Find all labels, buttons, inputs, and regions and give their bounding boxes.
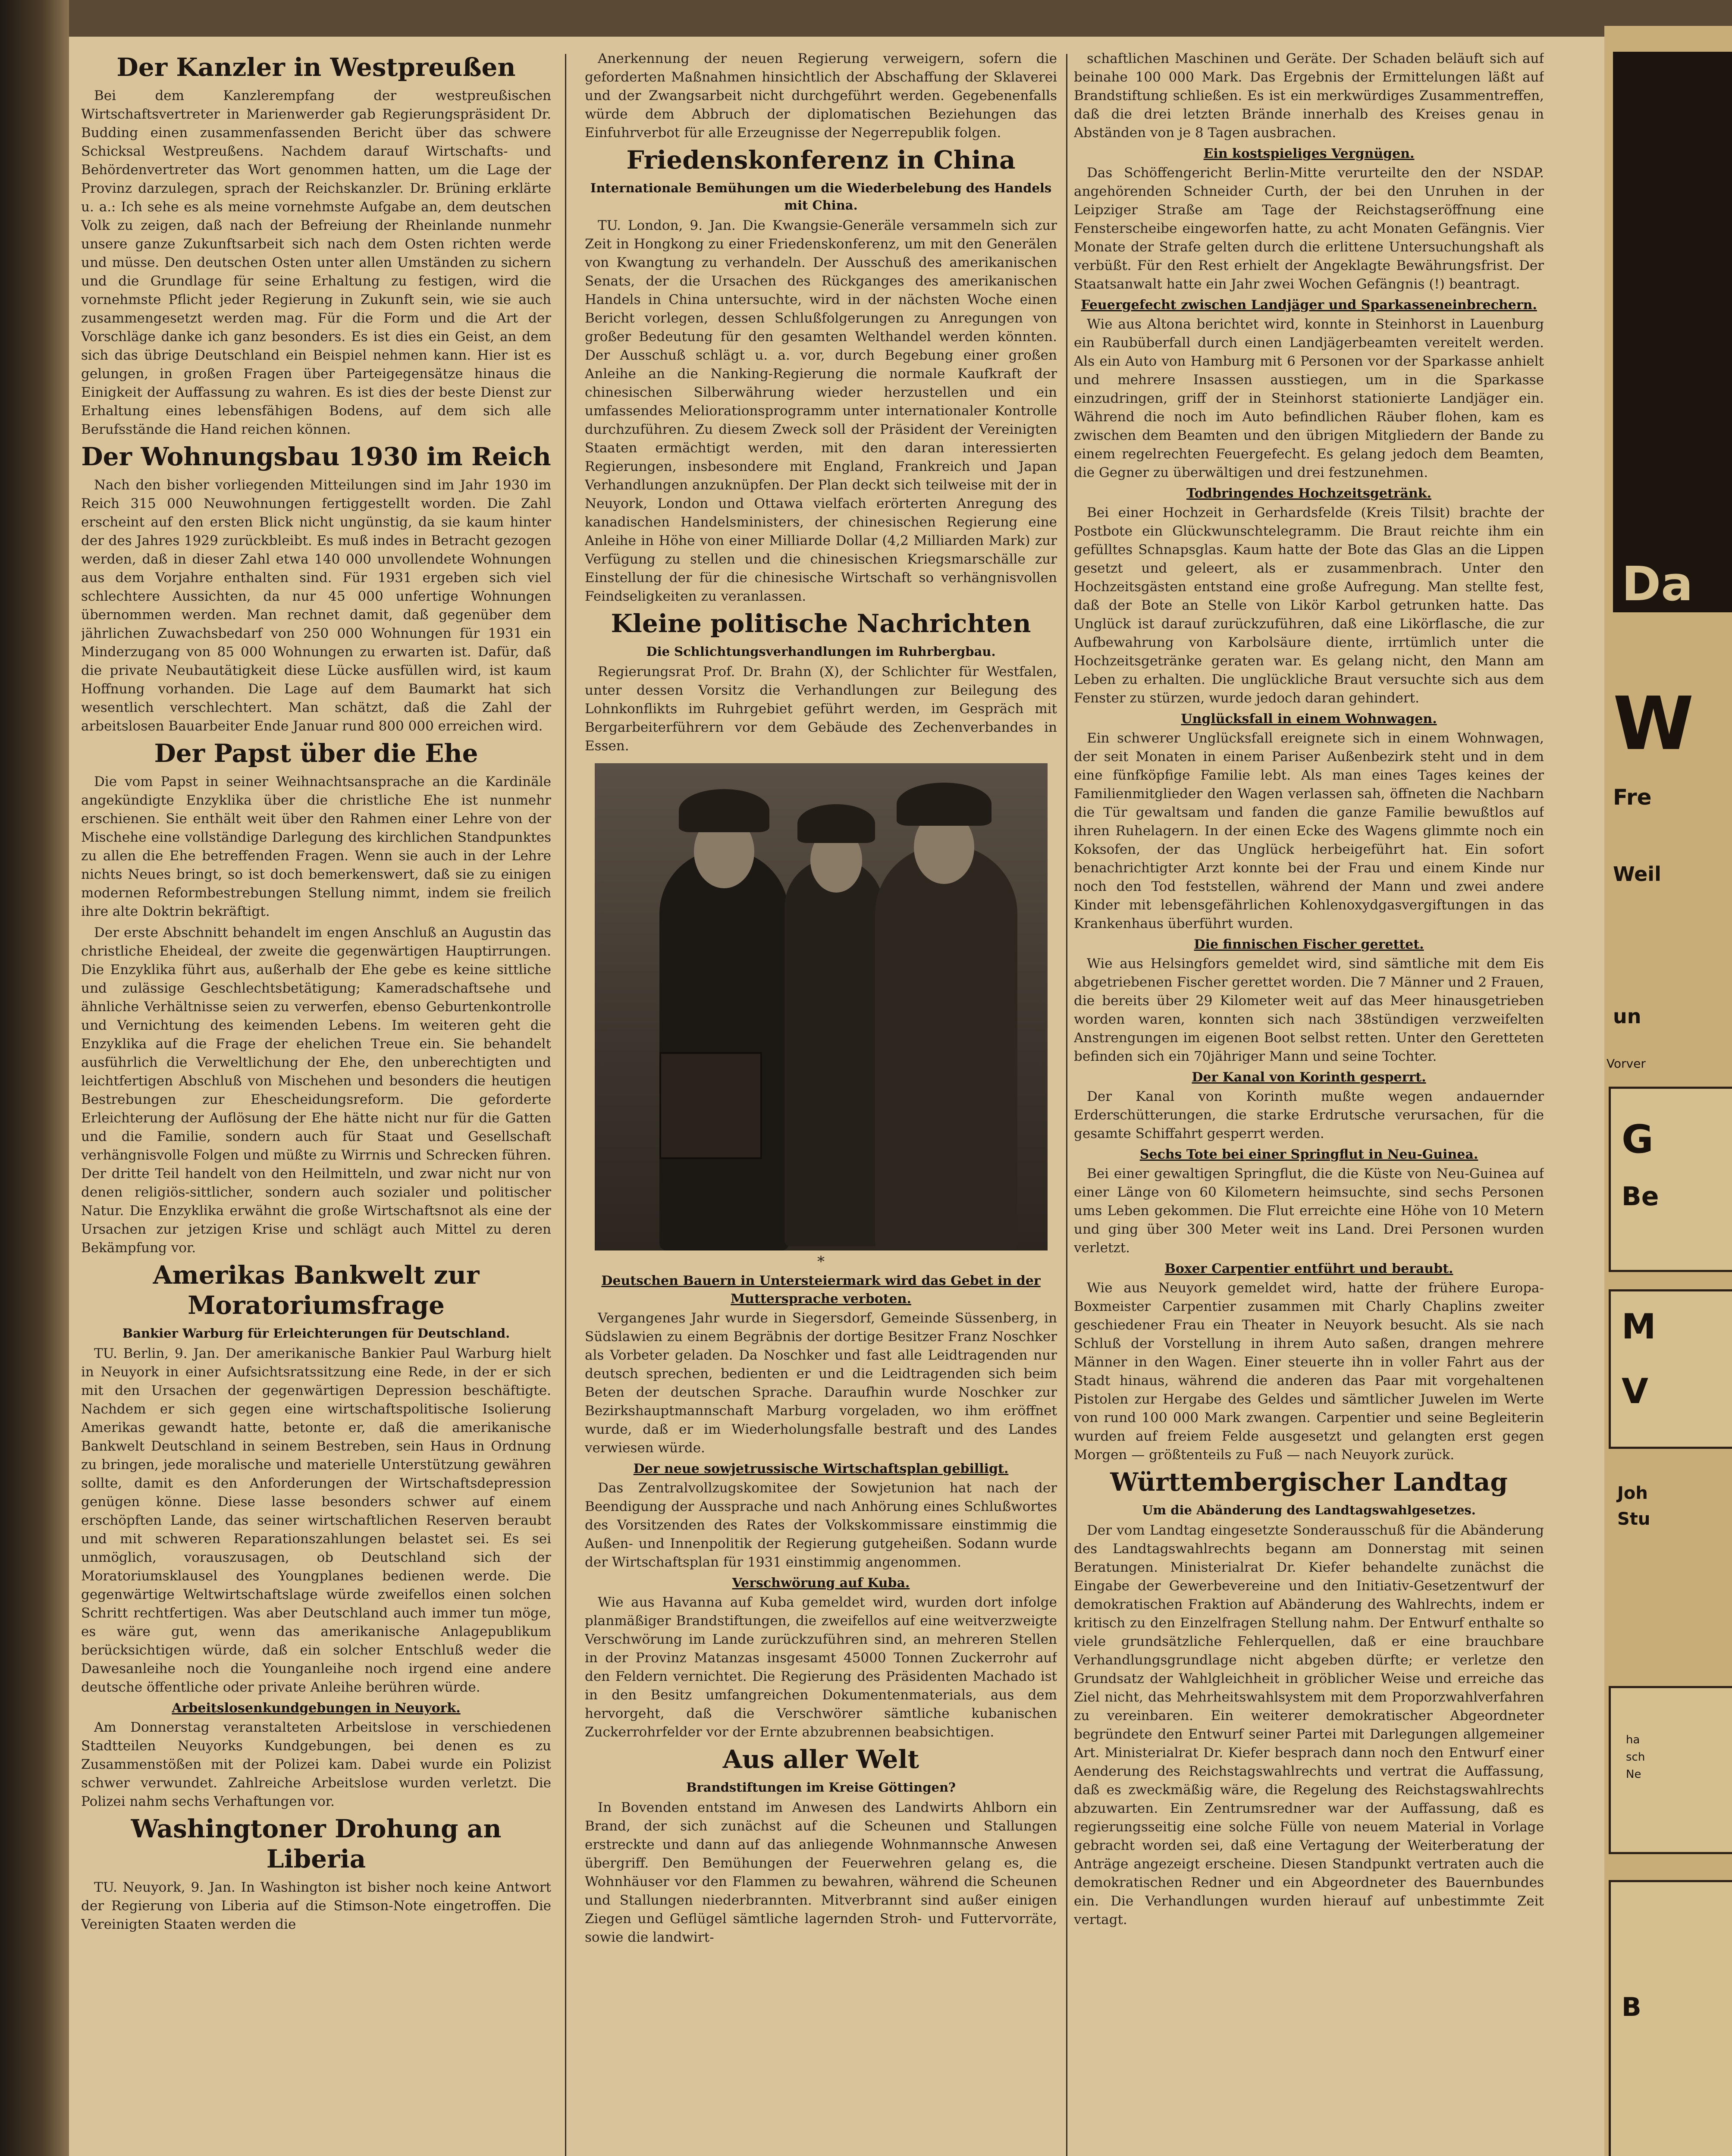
article-brandstiftungen-continued: schaftlichen Maschinen und Geräte. Der Schaden beläuft sich auf beinahe 100 000 Mark. Das Ergebnis der Ermittelungen läßt auf Brandstiftung schließen. Es ist ein merkwürdiges Zusammentreffen, daß die drei letzten Brände innerhalb des Kreises genau in Abständen von je 8 Tagen ausbrachen.: [1074, 51, 1544, 141]
ad-fragment: Be: [1622, 1181, 1659, 1212]
ad-fragment: W: [1613, 681, 1694, 767]
article-liberia: TU. Neuyork, 9. Jan. In Washington ist bisher noch keine Antwort der Regierung von Liberia auf die Stimson-Note eingetroffen. Die Vereinigten Staaten werden die: [81, 1880, 551, 1932]
headline-china: Friedenskonferenz in China: [626, 145, 1016, 175]
headline-landtag: Württembergischer Landtag: [1110, 1467, 1508, 1497]
headline-kleine-nachrichten: Kleine politische Nachrichten: [611, 609, 1031, 638]
headline-boxer: Boxer Carpentier entführt und beraubt.: [1164, 1261, 1453, 1276]
headline-bauern: Deutschen Bauern in Untersteiermark wird das Gebet in der Muttersprache verboten.: [601, 1273, 1041, 1307]
article-fischer: Wie aus Helsingfors gemeldet wird, sind sämtliche mit dem Eis abgetriebenen Fischer gerettet worden. Die 7 Männer und 2 Frauen, die bereits über 29 Kilometer weit auf das Meer hinausgetrieben worden waren, konnten sich nach 38stündigen verzweifelten Anstrengungen im eigenen Boot selbst retten. Unter den Geretteten befinden sich ein 70jähriger Mann und seine Tochter.: [1074, 956, 1544, 1064]
headline-kuba: Verschwörung auf Kuba.: [732, 1576, 910, 1591]
article-guinea: Bei einer gewaltigen Springflut, die die Küste von Neu-Guinea auf einer Länge von 60 Kilometern heimsuchte, sind sechs Personen ums Leben gekommen. Die Flut erreichte eine Höhe von 10 Metern und ging über 300 Meter weit ins Land. Drei Personen wurden verletzt.: [1074, 1166, 1544, 1256]
article-kostspielig: Das Schöffengericht Berlin-Mitte verurteilte den der NSDAP. angehörenden Schneider Curth, der bei den Unruhen in der Leipziger Straße am Tage der Reichstagseröffnung eine Fensterscheibe eingeworfen hatte, zu acht Monaten Gefängnis. Vier Monate der Strafe gelten durch die erlittene Untersuchungshaft als verbüßt. Für den Rest erhielt der Angeklagte Bewährungsfrist. Der Staatsanwalt hatte ein Jahr zwei Wochen Gefängnis (!) beantragt.: [1074, 165, 1544, 292]
headline-liberia: Washingtoner Drohung an Liberia: [131, 1814, 502, 1874]
photo-man-right: [875, 845, 1017, 1250]
ad-large-letter: [1613, 52, 1732, 612]
headline-amerikas: Amerikas Bankwelt zur Moratoriumsfrage: [153, 1260, 480, 1320]
headline-korinth: Der Kanal von Korinth gesperrt.: [1192, 1070, 1426, 1085]
article-liberia-continued: Anerkennung der neuen Regierung verweigern, sofern die geforderten Maßnahmen hinsichtlich der Abschaffung der Sklaverei und der Zwangsarbeit nicht durchgeführt werden. Gegebenenfalls würde dem Abbruch der diplomatischen Beziehungen das Einfuhrverbot für alle Erzeugnisse der Negerrepublik folgen.: [585, 51, 1057, 141]
book-binding: [0, 0, 69, 2156]
photo-hat: [797, 804, 875, 843]
headline-sowjet: Der neue sowjetrussische Wirtschaftsplan gebilligt.: [633, 1461, 1009, 1476]
article-kanzler: Bei dem Kanzlerempfang der westpreußischen Wirtschaftsvertreter in Marienwerder gab Regierungspräsident Dr. Budding einen zusammenfassenden Bericht über das schwere Schicksal Westpreußens. Nachdem darauf Wirtschafts- und Behördenvertreter das Wort genommen hatten, um die Lage der Provinz darzulegen, sprach der Reichskanzler. Dr. Brüning erklärte u. a.: Ich sehe es als meine vornehmste Aufgabe an, dem deutschen Volk zu zeigen, daß nach der Befreiung der Rheinlande nunmehr unsere ganze Zukunftsarbeit sich nach dem Osten richten werde und müsse. Den deutschen Osten unter allen Umständen zu sichern und die Grundlage für seine Erhaltung zu festigen, wird die vornehmste Pflicht jeder Regierung in Zukunft sein, wie sie auch zusammengesetzt werden mag. Für die Form und die Art der Vorschläge danke ich ganz besonders. Es ist dies ein Geist, an dem sich das übrige Deutschland ein Beispiel nehmen kann. Hier ist es gelungen, in großen Fragen über Parteigegensätze hinaus die Einigkeit der Auffassung zu wahren. Es ist dies der beste Dienst zur Erhaltung eines lebensfähigen Bodens, auf dem sich alle Berufsstände die Hand reichen können.: [81, 88, 551, 437]
separator-star: *: [817, 1253, 825, 1270]
article-amerikas: TU. Berlin, 9. Jan. Der amerikanische Bankier Paul Warburg hielt in Neuyork in einer Aufsichtsratssitzung eine Rede, in der er sich mit den Ursachen der gegenwärtigen Depression beschäftigte. Nachdem er sich gegen eine wirtschaftspolitische Isolierung Amerikas gewandt hatte, betonte er, daß die amerikanische Bankwelt Deutschland in seinem Bestreben, sein Haus in Ordnung zu bringen, jede moralische und materielle Unterstützung gewähren sollte, damit es den Anforderungen der Wirtschaftsdepression genügen könne. Diese lasse besonders schwer auf einem erschöpften Lande, das seiner wirtschaftlichen Reserven beraubt und mit schweren Reparationszahlungen belastet sei. Es sei unmöglich, vorauszusagen, ob Deutschland sich der Moratoriumsklausel des Youngplanes bedienen werde. Die gegenwärtige Weltwirtschaftslage würde zweifellos einen solchen Schritt rechtfertigen. Was aber Deutschland auch immer tun möge, es wäre gut, wenn das amerikanische Anlagepublikum berücksichtigen würde, daß ein solcher Entschluß weder die Dawesanleihe noch die Younganleihe noch irgend eine andere deutsche öffentliche oder private Anleihe berühren würde.: [81, 1346, 551, 1695]
article-landtag: Der vom Landtag eingesetzte Sonderausschuß für die Abänderung des Landtagswahlrechts begann am Donnerstag mit seinen Beratungen. Ministerialrat Dr. Kiefer behandelte zunächst die Eingabe der Gewerbevereine und den Initiativ-Gesetzentwurf der demokratischen Fraktion auf Abänderung des Wahlrechts, indem er kritisch zu den Einzelfragen Stellung nahm. Der Entwurf enthalte so viele grundsätzliche Fehlerquellen, daß er eine brauchbare Verhandlungsgrundlage nicht abgeben dürfte; er verletze den Grundsatz der Wahlgleichheit in gröblicher Weise und erreiche das Ziel nicht, das Mehrheitswahlsystem mit dem Proporzwahlverfahren zu vereinbaren. Ein weiterer demokratischer Abgeordneter begründete den Entwurf seiner Partei mit Darlegungen allgemeiner Art. Ministerialrat Dr. Kiefer besprach dann noch den Entwurf einer Aenderung des Reichstagswahlrechts und vertrat die Auffassung, daß es zweckmäßig wäre, die Regelung des Reichstagswahlrechts abzuwarten. Ein Zentrumsredner war der Auffassung, daß es regierungsseitig eine solche Fülle von neuem Material in Vorlage gebracht worden sei, daß eine Vertagung der Weiterberatung der Anträge angezeigt erscheine. Diesen Standpunkt vertraten auch die demokratischen Redner und ein Abgeordneter des Bauernbundes ein. Die Verhandlungen wurden hierauf auf unbestimmte Zeit vertagt.: [1074, 1523, 1544, 1927]
article-kuba: Wie aus Havanna auf Kuba gemeldet wird, wurden dort infolge planmäßiger Brandstiftungen, die zweifellos auf eine weitverzweigte Verschwörung im Lande zurückzuführen sind, an mehreren Stellen in der Provinz Matanzas insgesamt 45000 Tonnen Zuckerrohr auf den Feldern vernichtet. Die Regierung des Präsidenten Machado ist in den Besitz umfangreichen Dokumentenmaterials, aus dem hervorgeht, daß die Verschwörer sämtliche kubanischen Zuckerrohrfelder vor der Ernte abzubrennen beabsichtigen.: [585, 1595, 1057, 1740]
photo-caption: Regierungsrat Prof. Dr. Brahn (X), der Schlichter für Westfalen, unter dessen Vorsitz die Verhandlungen zur Beilegung des Lohnkonflikts im Ruhrgebiet geführt werden, im Gespräch mit Bergarbeiterführern vor dem Gebäude des Zechenverbandes in Essen.: [585, 664, 1057, 754]
article-papst-2: Der erste Abschnitt behandelt im engen Anschluß an Augustin das christliche Eheideal, der zweite die gegenwärtigen Hauptirrungen. Die Enzyklika führt aus, außerhalb der Ehe gebe es keine sittliche und zulässige Geschlechtsbetätigung; Kameradschaftsehe und ähnliche Verhältnisse seien zu verwerfen, ebenso Geburtenkontrolle und Vernichtung des keimenden Lebens. Im weiteren geht die Enzyklika auf die Frage der ehelichen Treue ein. Sie behandelt ausführlich die Verweltlichung der Ehe, den unberechtigten und leichtfertigen Abschluß von Mischehen und besonders die heutigen Bestrebungen zur Ehescheidungsreform. Die geforderte Erleichterung der Auflösung der Ehe hätte nicht nur für die Gatten und die Familie, sondern auch für Staat und Gesellschaft verhängnisvolle Folgen und müßte zu Wirrnis und Schrecken führen. Der dritte Teil handelt von den Heilmitteln, und zwar nicht nur von denen religiös-sittlicher, sondern auch sozialer und politischer Natur. Die Enzyklika erwähnt die große Wirtschaftsnot als eine der Ursachen zur jetzigen Krise und schlägt auch Mittel zu deren Bekämpfung vor.: [81, 925, 551, 1256]
photo-briefcase: [659, 1052, 762, 1159]
article-wohnungsbau: Nach den bisher vorliegenden Mitteilungen sind im Jahr 1930 im Reich 315 000 Neuwohnungen fertiggestellt worden. Die Zahl erscheint auf den ersten Blick nicht ungünstig, da sie kaum hinter der des Jahres 1929 zurückbleibt. Es muß indes in Betracht gezogen werden, daß in dieser Zahl etwa 140 000 unvollendete Wohnungen aus dem Vorjahre enthalten sind. Für 1931 ergeben sich viel schlechtere Aussichten, da nur 45 000 unfertige Wohnungen übernommen werden. Man rechnet damit, daß gegenüber dem jährlichen Zuwachsbedarf von 250 000 Wohnungen für 1931 ein Minderzugang von 85 000 Wohnungen zu erwarten ist. Dafür, daß die private Neubautätigkeit diese Lücke ausfüllen wird, ist kaum Hoffnung vorhanden. Die Lage auf dem Baumarkt hat sich wesentlich verschlechtert. Man schätzt, daß die Zahl der arbeitslosen Bauarbeiter Ende Januar rund 800 000 erreichen wird.: [81, 477, 551, 734]
ad-fragment: ha: [1626, 1733, 1640, 1746]
subhead-brandstiftungen: Brandstiftungen im Kreise Göttingen?: [686, 1780, 956, 1795]
headline-kostspielig: Ein kostspieliges Vergnügen.: [1203, 146, 1415, 161]
column-rule: [565, 54, 566, 2156]
ad-fragment: V: [1622, 1371, 1648, 1411]
article-china: TU. London, 9. Jan. Die Kwangsie-Generäle versammeln sich zur Zeit in Hongkong zu einer Friedenskonferenz, um mit den Generälen von Kwangtung zu verhandeln. Der Ausschuß des amerikanischen Senats, der die Ursachen des Rückganges des amerikanischen Handels in China untersuchte, wird in der nächsten Woche einen Bericht vorlegen, dessen Schlußfolgerungen zu Anregungen von großer Bedeutung für den gesamten Welthandel werden könnten. Der Ausschuß schlägt u. a. vor, durch Begebung einer großen Anleihe an die Nanking-Regierung die normale Kaufkraft der chinesischen Silberwährung wieder herzustellen und ein umfassendes Meliorationsprogramm unter internationaler Kontrolle durchzuführen. Zu diesem Zweck soll der Präsident der Vereinigten Staaten ermächtigt werden, mit den daran interessierten Regierungen, insbesondere mit England, Frankreich und Japan Verhandlungen anzuknüpfen. Der Plan deckt sich teilweise mit der in Neuyork, London und Ottawa vielfach erörterten Anregung des kanadischen Handelsministers, der chinesischen Regierung eine Anleihe in Höhe von einer Milliarde Dollar (4,2 Milliarden Mark) zur Verfügung zu stellen und die chinesischen Kriegsmarschälle zur Einstellung der für die chinesische Wirtschaft so verhängnisvollen Feindseligkeiten zu veranlassen.: [585, 218, 1057, 604]
column-rule: [1066, 54, 1067, 2156]
headline-guinea: Sechs Tote bei einer Springflut in Neu-Guinea.: [1139, 1147, 1478, 1162]
ad-fragment: sch: [1626, 1751, 1645, 1764]
photo-man-left: [659, 849, 789, 1250]
ad-fragment: Stu: [1617, 1509, 1650, 1529]
article-korinth: Der Kanal von Korinth mußte wegen andauernder Erderschütterungen, die starke Erdrutsche verursachen, für die gesamte Schiffahrt gesperrt werden.: [1074, 1089, 1544, 1141]
newspaper-page: [69, 37, 1604, 2156]
headline-feuergefecht: Feuergefecht zwischen Landjäger und Sparkasseneinbrechern.: [1081, 298, 1537, 313]
headline-aus-aller-welt: Aus aller Welt: [722, 1745, 919, 1774]
article-bauern: Vergangenes Jahr wurde in Siegersdorf, Gemeinde Süssenberg, in Südslawien zu einem Begräbnis der dortige Besitzer Franz Noschker als Vorbeter geladen. Da Noschker und fast alle Leidtragenden nur deutsch sprechen, bedienten er und die Leidtragenden sich beim Beten der deutschen Sprache. Daraufhin wurde Noschker zur Bezirkshauptmannschaft Marburg vorgeladen, wo ihm eröffnet wurde, daß er im Wiederholungsfalle bestraft und des Landes verwiesen würde.: [585, 1310, 1057, 1456]
subhead-schlichtung: Die Schlichtungsverhandlungen im Ruhrbergbau.: [646, 644, 996, 659]
headline-wohnwagen: Unglücksfall in einem Wohnwagen.: [1181, 711, 1437, 727]
column-2: [585, 50, 1057, 2156]
photo-man-center: [784, 858, 884, 1246]
subhead-china: Internationale Bemühungen um die Wiederbelebung des Handels mit China.: [590, 181, 1052, 213]
article-feuergefecht: Wie aus Altona berichtet wird, konnte in Steinhorst in Lauenburg ein Raubüberfall durch einen Landjägerbeamten vereitelt werden. Als ein Auto von Hamburg mit 6 Personen vor der Sparkasse anhielt und mehrere Insassen ausstiegen, um in die Sparkasse einzudringen, griff der in Steinhorst stationierte Landjäger ein. Während die noch im Auto befindlichen Räuber flohen, kam es zwischen dem Beamten und den übrigen Mitgliedern der Bande zu einem regelrechten Feuergefecht. Es gelang jedoch dem Beamten, die Gegner zu überwältigen und drei festzunehmen.: [1074, 317, 1544, 480]
article-hochzeit: Bei einer Hochzeit in Gerhardsfelde (Kreis Tilsit) brachte der Postbote ein Glückwunschtelegramm. Die Braut reichte ihm ein gefülltes Schnapsglas. Kaum hatte der Bote das Glas an die Lippen gesetzt und geleert, als er zusammenbrach. Unter den Hochzeitsgästen entstand eine große Aufregung. Man stellte fest, daß der Bote an Stelle von Likör Karbol getrunken hatte. Das Unglück ist darauf zurückzuführen, daß eine Likörflasche, die zur Aufbewahrung von Karbolsäure diente, irrtümlich unter die Hochzeitsgetränke geraten war. Es gelang nicht, den Mann am Leben zu erhalten. Die unglückliche Braut versuchte sich aus dem Fenster zu stürzen, wurde jedoch daran gehindert.: [1074, 505, 1544, 706]
ad-fragment: Weil: [1613, 862, 1661, 886]
ad-fragment: Fre: [1613, 785, 1652, 810]
ad-fragment: Joh: [1617, 1483, 1648, 1503]
subhead-amerikas: Bankier Warburg für Erleichterungen für Deutschland.: [122, 1326, 510, 1341]
headline-hochzeit: Todbringendes Hochzeitsgetränk.: [1186, 486, 1432, 501]
headline-arbeitslosen: Arbeitslosenkundgebungen in Neuyork.: [172, 1701, 461, 1716]
article-wohnwagen: Ein schwerer Unglücksfall ereignete sich in einem Wohnwagen, der seit Monaten in einem Pariser Außenbezirk steht und in dem eine fünfköpfige Familie lebt. Als man eines Tages keines der Familienmitglieder den Wagen verlassen sah, öffneten die Nachbarn die Tür gewaltsam und fanden die ganze Familie bewußtlos auf ihren Ruhelagern. In der einen Ecke des Wagens glimmte noch ein Koksofen, der das Unglück herbeigeführt hat. Ein sofort benachrichtigter Arzt konnte bei der Frau und einem Kinde nur noch den Tod feststellen, während der Mann und zwei andere Kinder mit lebensgefährlichen Kohlenoxydgasvergiftungen in das Krankenhaus überführt wurden.: [1074, 730, 1544, 931]
ad-fragment: Ne: [1626, 1768, 1641, 1781]
ad-fragment: Vorver: [1606, 1056, 1646, 1071]
ad-fragment: un: [1613, 1005, 1641, 1028]
next-page-edge: [1604, 26, 1732, 2156]
article-arbeitslosen: Am Donnerstag veranstalteten Arbeitslose in verschiedenen Stadtteilen Neuyorks Kundgebungen, bei denen es zu Zusammenstößen mit der Polizei kam. Dabei wurde ein Polizist schwer verwundet. Zahlreiche Arbeitslose wurden verletzt. Die Polizei nahm sechs Verhaftungen vor.: [81, 1720, 551, 1809]
article-boxer: Wie aus Neuyork gemeldet wird, hatte der frühere Europa-Boxmeister Carpentier zusammen mit Charly Chaplins zweiter geschiedener Frau ein Theater in Neuyork besucht. Als sie nach Schluß der Vorstellung in ihrem Auto saßen, drangen mehrere Männer in den Wagen. Einer steuerte ihn in voller Fahrt aus der Stadt hinaus, während die anderen das Paar mit vorgehaltenen Pistolen zur Hergabe des Geldes und sämtlicher Juwelen im Werte von rund 100 000 Mark zwangen. Carpentier und seine Begleiterin wurden auf freiem Felde ausgesetzt und gelangten erst gegen Morgen — größtenteils zu Fuß — nach Neuyork zurück.: [1074, 1280, 1544, 1463]
photo-hat: [897, 783, 992, 826]
article-brandstiftungen: In Bovenden entstand im Anwesen des Landwirts Ahlborn ein Brand, der sich zunächst auf die Scheunen und Stallungen erstreckte und dann auf das anliegende Wohnmannsche Anwesen übergriff. Den Bemühungen der Feuerwehren gelang es, die Wohnhäuser vor den Flammen zu bewahren, während die Scheunen und Stallungen niederbrannten. Mitverbrannt sind außer einigen Ziegen und Geflügel sämtliche lagernden Stroh- und Futtervorräte, sowie die landwirt-: [585, 1800, 1057, 1945]
article-sowjet: Das Zentralvollzugskomitee der Sowjetunion hat nach der Beendigung der Aussprache und nach Anhörung eines Schlußwortes des Vorsitzenden des Rates der Volkskommissare einstimmig die Außen- und Innenpolitik der Regierung gutgeheißen. Sodann wurde der Wirtschaftsplan für 1931 einstimmig angenommen.: [585, 1480, 1057, 1570]
headline-kanzler: Der Kanzler in Westpreußen: [116, 53, 516, 82]
ad-box: [1609, 1087, 1732, 1272]
column-1: [81, 50, 551, 2156]
photo-hat: [679, 789, 769, 832]
ad-fragment: M: [1622, 1307, 1656, 1347]
ad-fragment: Da: [1622, 556, 1693, 611]
ad-fragment: B: [1622, 1992, 1641, 2022]
headline-wohnungsbau: Der Wohnungsbau 1930 im Reich: [81, 442, 551, 471]
headline-papst: Der Papst über die Ehe: [154, 739, 478, 768]
news-photo: [595, 763, 1048, 1250]
headline-fischer: Die finnischen Fischer gerettet.: [1194, 937, 1424, 952]
column-3: [1074, 50, 1544, 2156]
article-papst-1: Die vom Papst in seiner Weihnachtsansprache an die Kardinäle angekündigte Enzyklika über die christliche Ehe ist nunmehr erschienen. Sie enthält weit über den Rahmen einer Lehre von der Mischehe eine vollständige Darlegung des kirchlichen Standpunktes zu allen die Ehe betreffenden Fragen. Wenn sie auch in der Lehre nichts Neues bringt, so ist doch bemerkenswert, daß sie zu einigen modernen Reformbestrebungen Stellung nimmt, indem sie freilich ihre alte Doktrin bekräftigt.: [81, 774, 551, 919]
ad-fragment: G: [1622, 1117, 1654, 1162]
subhead-landtag: Um die Abänderung des Landtagswahlgesetzes.: [1142, 1503, 1476, 1517]
